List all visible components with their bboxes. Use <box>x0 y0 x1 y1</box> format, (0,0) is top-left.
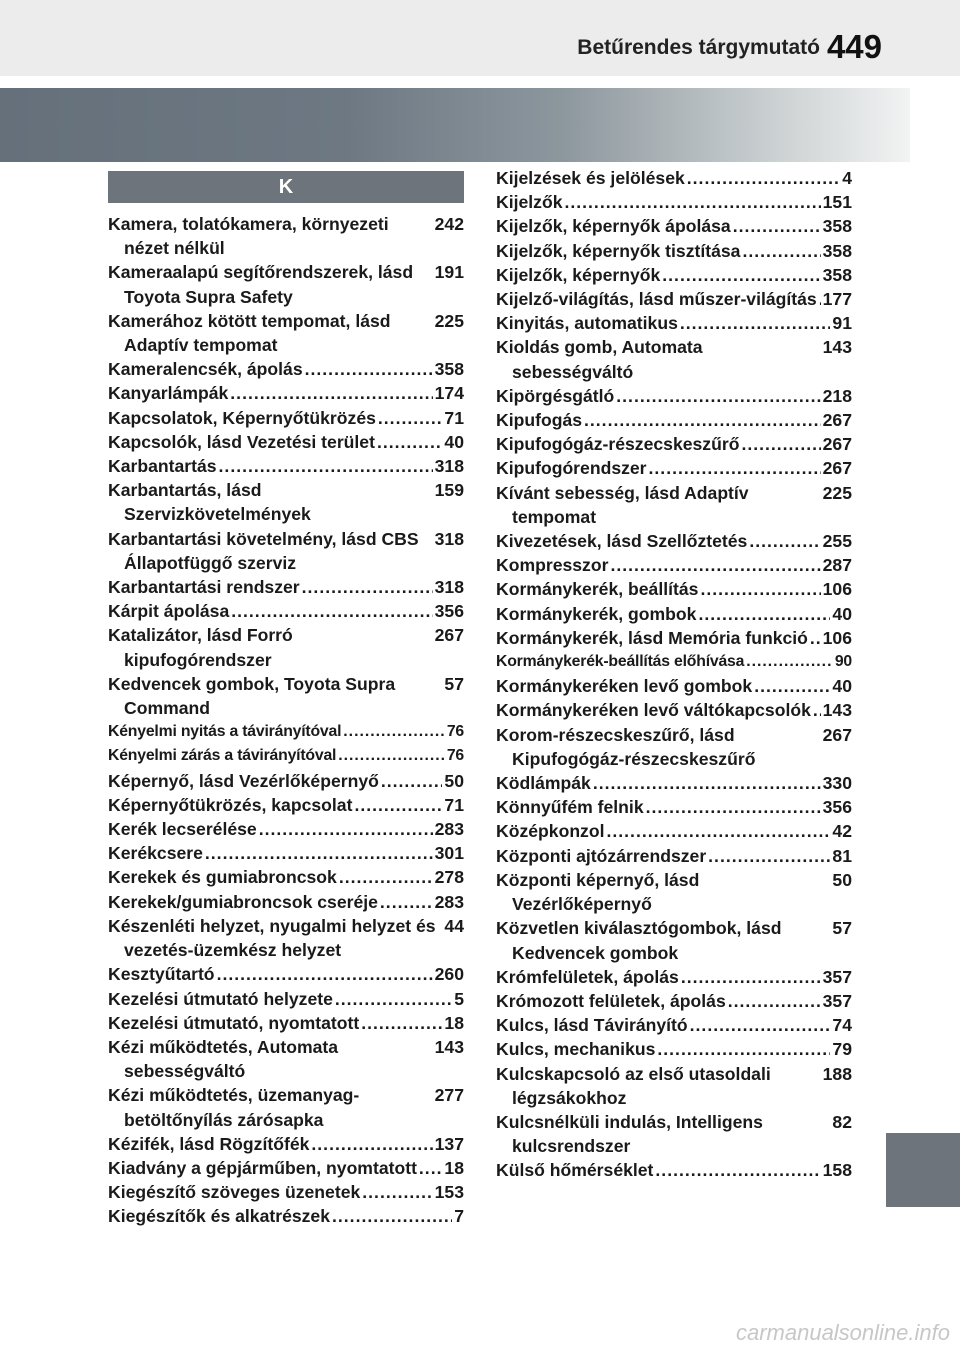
index-entry <box>108 672 464 720</box>
index-entry-page: 191 <box>434 262 464 283</box>
index-entry <box>108 260 464 308</box>
index-entry <box>108 987 464 1011</box>
index-entry-page: 5 <box>454 988 464 1009</box>
index-entry-title: Kormánykerék, gombok <box>496 603 697 624</box>
index-entry <box>496 408 852 432</box>
index-entry-page: 79 <box>832 1039 852 1060</box>
index-entry <box>108 890 464 914</box>
page-number: 449 <box>826 28 882 65</box>
index-entry-title: Központi ajtózárrendszer <box>496 845 707 866</box>
index-entry-page: 242 <box>434 214 464 234</box>
index-entry <box>108 793 464 817</box>
index-entry-title: Képernyő, lásd Vezérlőképernyő <box>108 770 379 791</box>
dot-leader <box>564 190 820 214</box>
index-entry-page: 71 <box>444 794 464 815</box>
index-entry-title: Kedvencek gombok, Toyota Supra Command <box>108 673 396 719</box>
index-entry-page: 357 <box>822 990 852 1011</box>
index-entry <box>496 432 852 456</box>
index-entry-page: 174 <box>434 383 464 404</box>
index-entry <box>108 1180 464 1204</box>
dot-leader <box>662 263 820 287</box>
index-entry-title: Kanyarlámpák <box>108 383 229 404</box>
index-entry-page: 283 <box>434 891 464 912</box>
index-entry-page: 330 <box>822 773 852 794</box>
section-letter-heading: K <box>108 171 464 203</box>
index-entry-title: Kapcsolatok, Képernyőtükrözés <box>108 407 376 428</box>
index-entry-page: 76 <box>446 723 464 741</box>
index-entry <box>108 1156 464 1180</box>
index-entry-title: Képernyőtükrözés, kapcsolat <box>108 794 353 815</box>
dot-leader <box>749 529 820 553</box>
index-entry-title: Karbantartási rendszer <box>108 577 300 598</box>
index-entry-title: Kívánt sebesség, lásd Adaptív tempomat <box>496 482 749 527</box>
index-entry <box>108 769 464 793</box>
index-entry <box>496 844 852 868</box>
index-entry <box>108 914 464 962</box>
index-column-left <box>108 212 464 1229</box>
index-entry <box>108 1083 464 1131</box>
index-entry-page: 267 <box>822 410 852 431</box>
index-entry-title: Kiegészítő szöveges üzenetek <box>108 1182 361 1203</box>
dot-leader <box>339 865 433 889</box>
index-entry-title: Kerekek/gumiabroncsok cseréje <box>108 891 378 912</box>
index-entry-page: 287 <box>822 555 852 576</box>
dot-leader <box>219 454 433 478</box>
index-entry-page: 153 <box>434 1182 464 1203</box>
dot-leader <box>655 1158 820 1182</box>
index-entry <box>496 602 852 626</box>
index-entry <box>108 841 464 865</box>
index-entry <box>108 357 464 381</box>
index-entry <box>108 478 464 526</box>
index-entry-title: Krómfelületek, ápolás <box>496 966 679 987</box>
index-entry-page: 57 <box>832 918 852 939</box>
index-entry-title: Kipörgésgátló <box>496 385 615 406</box>
watermark: carmanualsonline.info <box>735 1320 950 1345</box>
index-entry-page: 356 <box>822 797 852 818</box>
index-entry-page: 177 <box>822 289 852 310</box>
index-entry <box>108 406 464 430</box>
index-entry-page: 225 <box>822 482 852 503</box>
dot-leader <box>335 987 452 1011</box>
index-entry <box>496 1158 852 1182</box>
dot-leader <box>698 602 830 626</box>
index-entry <box>496 481 852 529</box>
index-entry-title: Kezelési útmutató helyzete <box>108 988 333 1009</box>
index-entry-page: 358 <box>434 359 464 380</box>
index-entry-title: Kézi működtetés, Automata sebességváltó <box>108 1036 339 1082</box>
dot-leader <box>607 819 831 843</box>
dot-leader <box>311 1132 432 1156</box>
dot-leader <box>657 1037 830 1061</box>
index-entry-page: 42 <box>832 821 852 842</box>
index-entry-title: Készenléti helyzet, nyugalmi helyzet és vezetés-üzemkész helyzet <box>108 915 436 961</box>
index-entry-title: Közvetlen kiválasztógombok, lásd Kedvencek gombok <box>496 918 782 963</box>
index-entry-page: 159 <box>434 480 464 501</box>
index-entry-title: Kinyitás, automatikus <box>496 313 678 334</box>
index-entry-title: Kulcs, mechanikus <box>496 1039 656 1060</box>
index-entry <box>496 529 852 553</box>
index-entry <box>496 214 852 238</box>
dot-leader <box>813 698 821 722</box>
index-entry-page: 106 <box>822 627 852 648</box>
index-entry <box>496 335 852 383</box>
index-entry <box>108 817 464 841</box>
index-entry-page: 40 <box>832 676 852 697</box>
index-entry-title: Kormánykeréken levő váltókapcsolók <box>496 700 811 721</box>
index-entry-title: Kipufogórendszer <box>496 458 647 479</box>
index-entry <box>108 527 464 575</box>
index-entry <box>496 868 852 916</box>
index-entry-page: 137 <box>434 1133 464 1154</box>
index-entry-title: Kijelzők, képernyők tisztítása <box>496 240 741 261</box>
index-entry-title: Katalizátor, lásd Forró kipufogórendszer <box>108 625 293 670</box>
index-entry-page: 225 <box>434 310 464 331</box>
index-entry <box>496 384 852 408</box>
index-entry-title: Kényelmi zárás a távirányítóval <box>108 747 337 765</box>
index-entry <box>108 962 464 986</box>
index-entry-page: 106 <box>822 579 852 600</box>
index-entry <box>496 795 852 819</box>
index-entry-page: 143 <box>822 700 852 721</box>
index-entry-title: Kamerához kötött tempomat, lásd Adaptív tempomat <box>108 310 391 356</box>
index-entry-page: 283 <box>434 819 464 840</box>
index-entry <box>496 916 852 964</box>
index-entry-title: Kijelzők <box>496 192 563 213</box>
dot-leader <box>708 844 830 868</box>
index-entry-page: 260 <box>434 964 464 985</box>
dot-leader <box>728 989 821 1013</box>
index-entry-page: 218 <box>822 385 852 406</box>
index-entry <box>108 1132 464 1156</box>
index-entry-title: Kipufogás <box>496 410 583 431</box>
index-entry-title: Krómozott felületek, ápolás <box>496 990 726 1011</box>
index-entry-title: Központi képernyő, lásd Vezérlőképernyő <box>496 869 700 915</box>
index-entry-title: Kiegészítők és alkatrészek <box>108 1206 331 1227</box>
dot-leader <box>687 166 840 190</box>
index-entry-title: Kézi működtetés, üzemanyag-betöltőnyílás zárósapka <box>108 1085 360 1130</box>
index-entry <box>496 723 852 771</box>
index-entry-page: 143 <box>434 1036 464 1057</box>
index-entry <box>496 1062 852 1110</box>
dot-leader <box>616 384 820 408</box>
index-entry-title: Ködlámpák <box>496 773 591 794</box>
index-entry <box>108 430 464 454</box>
index-entry-title: Kameralencsék, ápolás <box>108 359 303 380</box>
dot-leader <box>377 430 442 454</box>
index-entry <box>496 166 852 190</box>
index-entry-page: 358 <box>822 216 852 237</box>
index-entry-page: 278 <box>434 867 464 888</box>
index-entry-page: 76 <box>446 747 464 765</box>
index-entry <box>496 698 852 722</box>
index-entry <box>496 965 852 989</box>
index-entry-title: Kerekek és gumiabroncsok <box>108 867 337 888</box>
index-entry <box>108 1035 464 1083</box>
index-entry-page: 158 <box>822 1160 852 1181</box>
index-entry-title: Kormánykeréken levő gombok <box>496 676 753 697</box>
index-entry <box>496 819 852 843</box>
index-entry-page: 318 <box>434 528 464 549</box>
index-entry <box>108 1204 464 1228</box>
dot-leader <box>380 890 433 914</box>
header-banner <box>0 88 910 162</box>
page-header-title: Betűrendes tárgymutató <box>577 36 820 59</box>
index-entry <box>108 1011 464 1035</box>
dot-leader <box>700 577 820 601</box>
index-entry-page: 143 <box>822 337 852 358</box>
index-entry <box>496 1013 852 1037</box>
index-entry-title: Kesztyűtartó <box>108 964 215 985</box>
dot-leader <box>746 650 833 674</box>
dot-leader <box>649 456 821 480</box>
index-entry-title: Kormánykerék-beállítás előhívása <box>496 653 745 671</box>
index-entry-page: 57 <box>444 673 464 694</box>
index-entry <box>108 744 464 768</box>
index-entry-title: Kerék lecserélése <box>108 819 257 840</box>
dot-leader <box>338 744 445 768</box>
dot-leader <box>742 239 820 263</box>
index-entry-page: 267 <box>822 724 852 745</box>
index-entry-title: Középkonzol <box>496 821 605 842</box>
index-entry-page: 318 <box>434 456 464 477</box>
index-entry-title: Kárpit ápolása <box>108 601 230 622</box>
index-entry-page: 18 <box>444 1157 464 1178</box>
dot-leader <box>354 793 442 817</box>
dot-leader <box>680 311 831 335</box>
index-entry <box>496 626 852 650</box>
dot-leader <box>819 287 821 311</box>
index-entry <box>496 239 852 263</box>
index-entry <box>108 720 464 744</box>
index-entry-page: 91 <box>832 313 852 334</box>
dot-leader <box>205 841 433 865</box>
dot-leader <box>302 575 433 599</box>
index-entry-page: 358 <box>822 264 852 285</box>
dot-leader <box>305 357 433 381</box>
index-entry-page: 74 <box>832 1015 852 1036</box>
dot-leader <box>593 771 821 795</box>
index-entry-title: Korom-részecskeszűrő, lásd Kipufogógáz-részecskeszűrő <box>496 724 756 769</box>
index-entry-page: 267 <box>822 434 852 455</box>
index-entry-page: 358 <box>822 240 852 261</box>
dot-leader <box>361 1011 442 1035</box>
index-entry <box>108 623 464 671</box>
dot-leader <box>690 1013 831 1037</box>
index-entry-title: Kiadvány a gépjárműben, nyomtatott <box>108 1157 417 1178</box>
dot-leader <box>378 406 443 430</box>
dot-leader <box>381 769 443 793</box>
index-entry-page: 277 <box>434 1085 464 1106</box>
index-entry-page: 40 <box>444 431 464 452</box>
index-entry-title: Kamera, tolatókamera, környezeti nézet nélkül <box>108 214 389 259</box>
index-entry <box>108 381 464 405</box>
index-entry-page: 7 <box>454 1206 464 1227</box>
dot-leader <box>610 553 820 577</box>
index-entry-title: Kormánykerék, lásd Memória funkció <box>496 627 808 648</box>
dot-leader <box>681 965 821 989</box>
index-entry <box>496 1110 852 1158</box>
index-column-right <box>496 166 852 1183</box>
index-entry-page: 90 <box>834 653 852 671</box>
index-entry-title: Kivezetések, lásd Szellőztetés <box>496 531 748 552</box>
index-entry <box>108 599 464 623</box>
index-entry-title: Kerékcsere <box>108 843 203 864</box>
dot-leader <box>230 381 432 405</box>
index-entry-page: 18 <box>444 1012 464 1033</box>
dot-leader <box>754 674 830 698</box>
index-entry-page: 4 <box>842 168 852 188</box>
index-entry-title: Karbantartás, lásd Szervizkövetelmények <box>108 480 311 525</box>
index-entry <box>108 575 464 599</box>
dot-leader <box>810 626 821 650</box>
index-entry-title: Kulcs, lásd Távirányító <box>496 1015 688 1036</box>
dot-leader <box>419 1156 443 1180</box>
index-entry-title: Kompresszor <box>496 555 609 576</box>
dot-leader <box>362 1180 432 1204</box>
index-entry-title: Kijelzők, képernyők <box>496 264 661 285</box>
index-entry-title: Kezelési útmutató, nyomtatott <box>108 1012 360 1033</box>
index-entry <box>108 309 464 357</box>
index-entry <box>496 650 852 674</box>
index-entry-page: 357 <box>822 966 852 987</box>
index-entry <box>108 865 464 889</box>
index-entry-page: 255 <box>822 531 852 552</box>
index-entry <box>496 553 852 577</box>
index-entry-title: Könnyűfém felnik <box>496 797 644 818</box>
index-entry <box>496 311 852 335</box>
index-entry-title: Kulcsnélküli indulás, Intelligens kulcsrendszer <box>496 1111 763 1157</box>
index-entry-title: Kapcsolók, lásd Vezetési terület <box>108 431 375 452</box>
index-entry-page: 44 <box>444 915 464 936</box>
index-entry <box>496 287 852 311</box>
dot-leader <box>231 599 432 623</box>
dot-leader <box>343 720 445 744</box>
index-entry <box>496 577 852 601</box>
dot-leader <box>584 408 821 432</box>
dot-leader <box>259 817 433 841</box>
index-entry <box>496 190 852 214</box>
index-entry-page: 356 <box>434 601 464 622</box>
index-entry-title: Kijelzők, képernyők ápolása <box>496 216 731 237</box>
index-entry-title: Kijelzések és jelölések <box>496 168 685 188</box>
dot-leader <box>217 962 433 986</box>
dot-leader <box>733 214 821 238</box>
index-entry-page: 81 <box>832 845 852 866</box>
index-entry-page: 50 <box>832 869 852 890</box>
index-entry <box>496 674 852 698</box>
index-entry-title: Kioldás gomb, Automata sebességváltó <box>496 337 703 382</box>
index-entry-title: Kézifék, lásd Rögzítőfék <box>108 1133 310 1154</box>
dot-leader <box>646 795 821 819</box>
index-entry-page: 188 <box>822 1063 852 1084</box>
index-entry-page: 267 <box>822 458 852 479</box>
index-entry-page: 71 <box>444 407 464 428</box>
index-entry-title: Kulcskapcsoló az első utasoldali légzsákokhoz <box>496 1063 771 1108</box>
chapter-thumb-tab <box>886 1133 960 1207</box>
index-entry-title: Karbantartási követelmény, lásd CBS Állapotfüggő szerviz <box>108 528 419 573</box>
index-entry-title: Kijelző-világítás, lásd műszer-világítás <box>496 289 817 310</box>
index-entry <box>496 989 852 1013</box>
index-entry <box>496 263 852 287</box>
index-entry <box>496 771 852 795</box>
dot-leader <box>332 1204 452 1228</box>
index-entry-page: 40 <box>832 603 852 624</box>
index-entry-title: Kameraalapú segítőrendszerek, lásd Toyota Supra Safety <box>108 262 414 307</box>
index-entry <box>108 212 464 260</box>
index-entry <box>496 1037 852 1061</box>
index-entry-page: 301 <box>434 843 464 864</box>
index-entry-page: 50 <box>444 770 464 791</box>
index-entry-page: 318 <box>434 577 464 598</box>
index-entry <box>496 456 852 480</box>
index-entry-page: 267 <box>434 625 464 646</box>
index-entry-title: Karbantartás <box>108 456 217 477</box>
index-entry-title: Külső hőmérséklet <box>496 1160 654 1181</box>
index-entry-title: Kormánykerék, beállítás <box>496 579 699 600</box>
index-entry-page: 151 <box>822 192 852 213</box>
index-entry-title: Kényelmi nyitás a távirányítóval <box>108 723 342 741</box>
dot-leader <box>741 432 820 456</box>
index-entry-page: 82 <box>832 1111 852 1132</box>
index-entry-title: Kipufogógáz-részecskeszűrő <box>496 434 740 455</box>
index-entry <box>108 454 464 478</box>
